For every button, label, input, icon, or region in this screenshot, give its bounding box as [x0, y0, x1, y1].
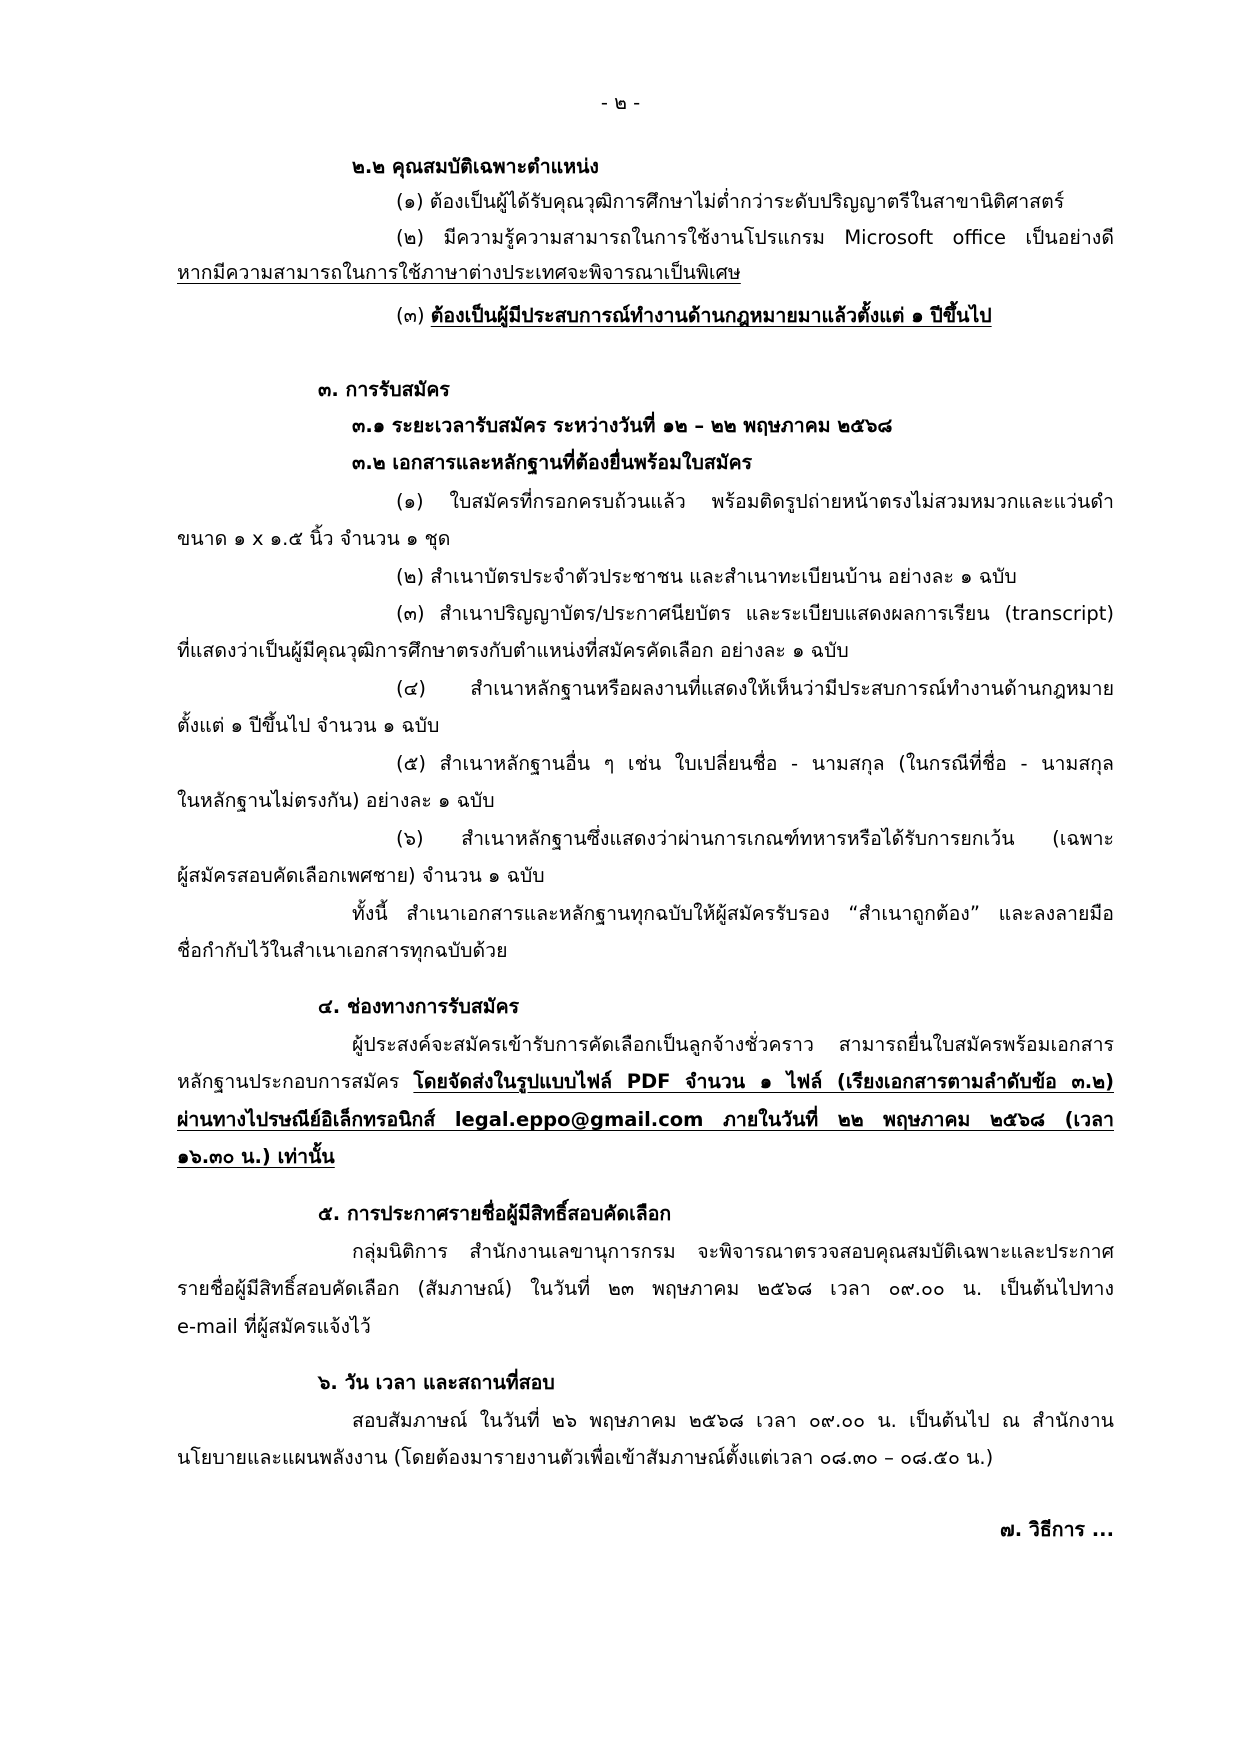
document-item-4-line-1: (๔) สำเนาหลักฐานหรือผลงานที่แสดงให้เห็นว่ามีประสบการณ์ทำงานด้านกฎหมาย	[396, 677, 1114, 700]
qualification-item-3-text: ต้องเป็นผู้มีประสบการณ์ทำงานด้านกฎหมายมาแล้วตั้งแต่ ๑ ปีขึ้นไป	[430, 304, 992, 327]
section-3-1: ๓.๑ ระยะเวลารับสมัคร ระหว่างวันที่ ๑๒ – ๒๒ พฤษภาคม ๒๕๖๘	[352, 414, 893, 437]
section-6-heading: ๖. วัน เวลา และสถานที่สอบ	[318, 1371, 555, 1394]
document-item-6-line-1: (๖) สำเนาหลักฐานซึ่งแสดงว่าผ่านการเกณฑ์ทหารหรือได้รับการยกเว้น (เฉพาะ	[396, 827, 1114, 850]
section-4-heading: ๔. ช่องทางการรับสมัคร	[318, 995, 520, 1018]
qualification-item-1: (๑) ต้องเป็นผู้ได้รับคุณวุฒิการศึกษาไม่ต่ำกว่าระดับปริญญาตรีในสาขานิติศาสตร์	[396, 190, 1065, 213]
section-3-heading: ๓. การรับสมัคร	[318, 378, 450, 401]
document-item-3-line-1: (๓) สำเนาปริญญาบัตร/ประกาศนียบัตร และระเบียบแสดงผลการเรียน (transcript)	[396, 602, 1114, 625]
document-item-1-line-1: (๑) ใบสมัครที่กรอกครบถ้วนแล้ว พร้อมติดรูปถ่ายหน้าตรงไม่สวมหมวกและแว่นดำ	[396, 490, 1114, 513]
announcement-line-3: e-mail ที่ผู้สมัครแจ้งไว้	[177, 1315, 371, 1338]
application-channel-line-2-bold: โดยจัดส่งในรูปแบบไฟล์ PDF จำนวน ๑ ไฟล์ (เรียงเอกสารตามลำดับข้อ ๓.๒)	[413, 1070, 1114, 1093]
application-channel-line-2	[177, 1065, 1114, 1099]
document-item-4-line-2: ตั้งแต่ ๑ ปีขึ้นไป จำนวน ๑ ฉบับ	[177, 714, 440, 737]
application-channel-line-2-plain: หลักฐานประกอบการสมัคร	[177, 1070, 414, 1093]
document-item-5-line-1: (๕) สำเนาหลักฐานอื่น ๆ เช่น ใบเปลี่ยนชื่อ - นามสกุล (ในกรณีที่ชื่อ - นามสกุล	[396, 752, 1114, 775]
exam-schedule-line-1: สอบสัมภาษณ์ ในวันที่ ๒๖ พฤษภาคม ๒๕๖๘ เวลา ๐๙.๐๐ น. เป็นต้นไป ณ สำนักงาน	[352, 1409, 1114, 1432]
application-channel-line-3: ผ่านทางไปรษณีย์อิเล็กทรอนิกส์ legal.eppo@gmail.com ภายในวันที่ ๒๒ พฤษภาคม ๒๕๖๘ (เวลา	[177, 1108, 1114, 1131]
announcement-line-1: กลุ่มนิติการ สำนักงานเลขานุการกรม จะพิจารณาตรวจสอบคุณสมบัติเฉพาะและประกาศ	[352, 1240, 1114, 1263]
qualification-item-2-line-2: หากมีความสามารถในการใช้ภาษาต่างประเทศจะพิจารณาเป็นพิเศษ	[177, 261, 741, 284]
application-channel-line-4: ๑๖.๓๐ น.) เท่านั้น	[177, 1145, 335, 1168]
qualification-item-3-prefix: (๓)	[396, 304, 431, 327]
announcement-line-2: รายชื่อผู้มีสิทธิ์สอบคัดเลือก (สัมภาษณ์) ในวันที่ ๒๓ พฤษภาคม ๒๕๖๘ เวลา ๐๙.๐๐ น. เป็นต้นไปทาง	[177, 1277, 1114, 1300]
section-3-2-heading: ๓.๒ เอกสารและหลักฐานที่ต้องยื่นพร้อมใบสมัคร	[352, 451, 753, 474]
document-item-3-line-2: ที่แสดงว่าเป็นผู้มีคุณวุฒิการศึกษาตรงกับตำแหน่งที่สมัครคัดเลือก อย่างละ ๑ ฉบับ	[177, 639, 849, 662]
certification-note-line-1: ทั้งนี้ สำเนาเอกสารและหลักฐานทุกฉบับให้ผู้สมัครรับรอง “สำเนาถูกต้อง” และลงลายมือ	[352, 902, 1114, 925]
document-item-5-line-2: ในหลักฐานไม่ตรงกัน) อย่างละ ๑ ฉบับ	[177, 789, 495, 812]
qualification-item-2-line-1: (๒) มีความรู้ความสามารถในการใช้งานโปรแกรม Microsoft office เป็นอย่างดี	[396, 226, 1114, 249]
document-item-2: (๒) สำเนาบัตรประจำตัวประชาชน และสำเนาทะเบียนบ้าน อย่างละ ๑ ฉบับ	[396, 565, 1017, 588]
certification-note-line-2: ชื่อกำกับไว้ในสำเนาเอกสารทุกฉบับด้วย	[177, 939, 508, 962]
document-item-1-line-2: ขนาด ๑ x ๑.๕ นิ้ว จำนวน ๑ ชุด	[177, 527, 451, 550]
exam-schedule-line-2: นโยบายและแผนพลังงาน (โดยต้องมารายงานตัวเพื่อเข้าสัมภาษณ์ตั้งแต่เวลา ๐๘.๓๐ – ๐๘.๕๐ น.)	[177, 1446, 994, 1469]
application-channel-line-1: ผู้ประสงค์จะสมัครเข้ารับการคัดเลือกเป็นลูกจ้างชั่วคราว สามารถยื่นใบสมัครพร้อมเอกสาร	[352, 1033, 1114, 1056]
section-2-2-heading: ๒.๒ คุณสมบัติเฉพาะตำแหน่ง	[352, 155, 599, 178]
qualification-item-3	[396, 299, 992, 333]
document-item-6-line-2: ผู้สมัครสอบคัดเลือกเพศชาย) จำนวน ๑ ฉบับ	[177, 864, 545, 887]
continuation-marker: ๗. วิธีการ ...	[1000, 1518, 1114, 1541]
page-number: - ๒ -	[600, 91, 641, 114]
section-5-heading: ๕. การประกาศรายชื่อผู้มีสิทธิ์สอบคัดเลือก	[318, 1202, 672, 1225]
